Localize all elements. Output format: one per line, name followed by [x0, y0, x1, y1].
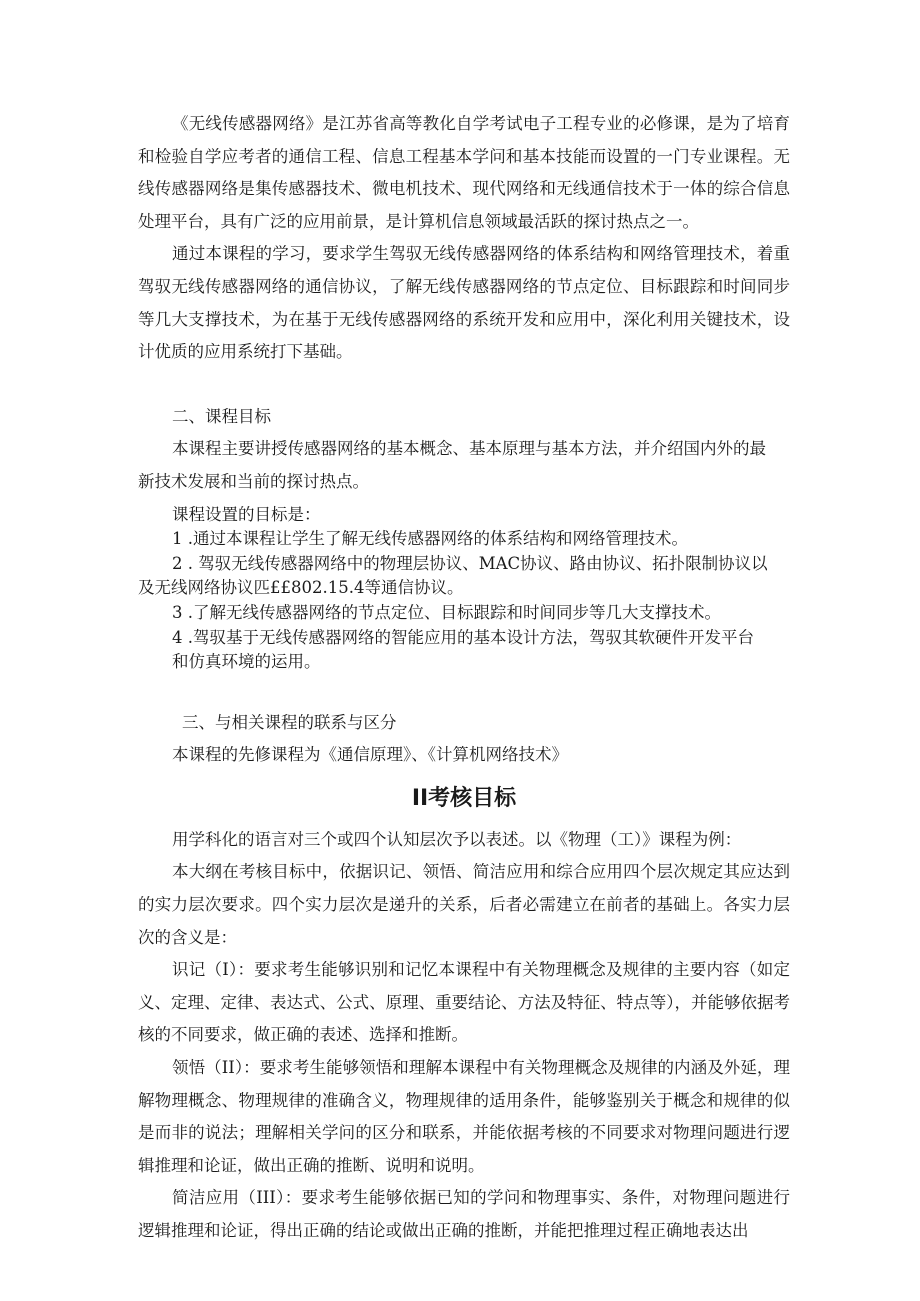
assessment-paragraph-5: 简洁应用（III）：要求考生能够依据已知的学问和物理事实、条件，对物理问题进行逻辑推理和论证，得出正确的结论或做出正确的推断，并能把推理过程正确地表达出	[138, 1188, 790, 1240]
course-goal-item-4-continued: 和仿真环境的运用。	[172, 652, 321, 672]
course-goals-intro-line-2: 新技术发展和当前的探讨热点。	[138, 471, 369, 491]
assessment-paragraph-1: 用学科化的语言对三个或四个认知层次予以表述。以《物理（工）》课程为例：	[172, 829, 742, 849]
course-goal-item-4: 4 .驾驭基于无线传感器网络的智能应用的基本设计方法，驾驭其软硬件开发平台	[172, 627, 754, 647]
assessment-paragraph-2: 本大纲在考核目标中，依据识记、领悟、简洁应用和综合应用四个层次规定其应达到的实力层次要求。四个实力层次是递升的关系，后者必需建立在前者的基础上。各实力层次的含义是：	[138, 862, 790, 947]
spacer	[138, 369, 790, 401]
course-goal-item-2-continued: 及无线网络协议匹££802.15.4等通信协议。	[138, 578, 464, 598]
related-courses-text: 本课程的先修课程为《通信原理》、《计算机网络技术》	[172, 745, 568, 765]
course-goals-heading: 二、课程目标	[172, 406, 271, 426]
assessment-paragraph-3: 识记（I）：要求考生能够识别和记忆本课程中有关物理概念及规律的主要内容（如定义、定理、定律、表达式、公式、原理、重要结论、方法及特征、特点等），并能够依据考核的不同要求，做正确的表述、选择和推断。	[138, 960, 790, 1045]
course-goals-subheading: 课程设置的目标是：	[172, 504, 321, 524]
assessment-paragraph-4: 领悟（II）：要求考生能够领悟和理解本课程中有关物理概念及规律的内涵及外延，理解物理概念、物理规律的准确含义，物理规律的适用条件，能够鉴别关于概念和规律的似是而非的说法；理解相关学问的区分和联系，并能依据考核的不同要求对物理问题进行逻辑推理和论证，做出正确的推断、说明和说明。	[138, 1058, 790, 1175]
course-goal-item-2: 2 . 驾驭无线传感器网络中的物理层协议、MAC协议、路由协议、拓扑限制协议以	[172, 553, 768, 573]
spacer	[138, 675, 790, 707]
assessment-section-title: II考核目标	[411, 785, 517, 811]
intro-paragraph-2: 通过本课程的学习，要求学生驾驭无线传感器网络的体系结构和网络管理技术，着重驾驭无线传感器网络的通信协议，了解无线传感器网络的节点定位、目标跟踪和时间同步等几大支撑技术，为在基于无线传感器网络的系统开发和应用中，深化利用关键技术，设计优质的应用系统打下基础。	[138, 244, 790, 362]
intro-paragraph-1: 《无线传感器网络》是江苏省高等教化自学考试电子工程专业的必修课，是为了培育和检验自学应考者的通信工程、信息工程基本学问和基本技能而设置的一门专业课程。无线传感器网络是集传感器技术、微电机技术、现代网络和无线通信技术于一体的综合信息处理平台，具有广泛的应用前景，是计算机信息领域最活跃的探讨热点之一。	[138, 114, 790, 231]
document-page	[138, 108, 790, 1248]
course-goal-item-3: 3 .了解无线传感器网络的节点定位、目标跟踪和时间同步等几大支撑技术。	[172, 602, 721, 622]
course-goals-intro-line-1: 本课程主要讲授传感器网络的基本概念、基本原理与基本方法，并介绍国内外的最	[172, 439, 766, 459]
course-goal-item-1: 1 .通过本课程让学生了解无线传感器网络的体系结构和网络管理技术。	[172, 529, 688, 549]
related-courses-heading: 三、与相关课程的联系与区分	[182, 712, 397, 732]
